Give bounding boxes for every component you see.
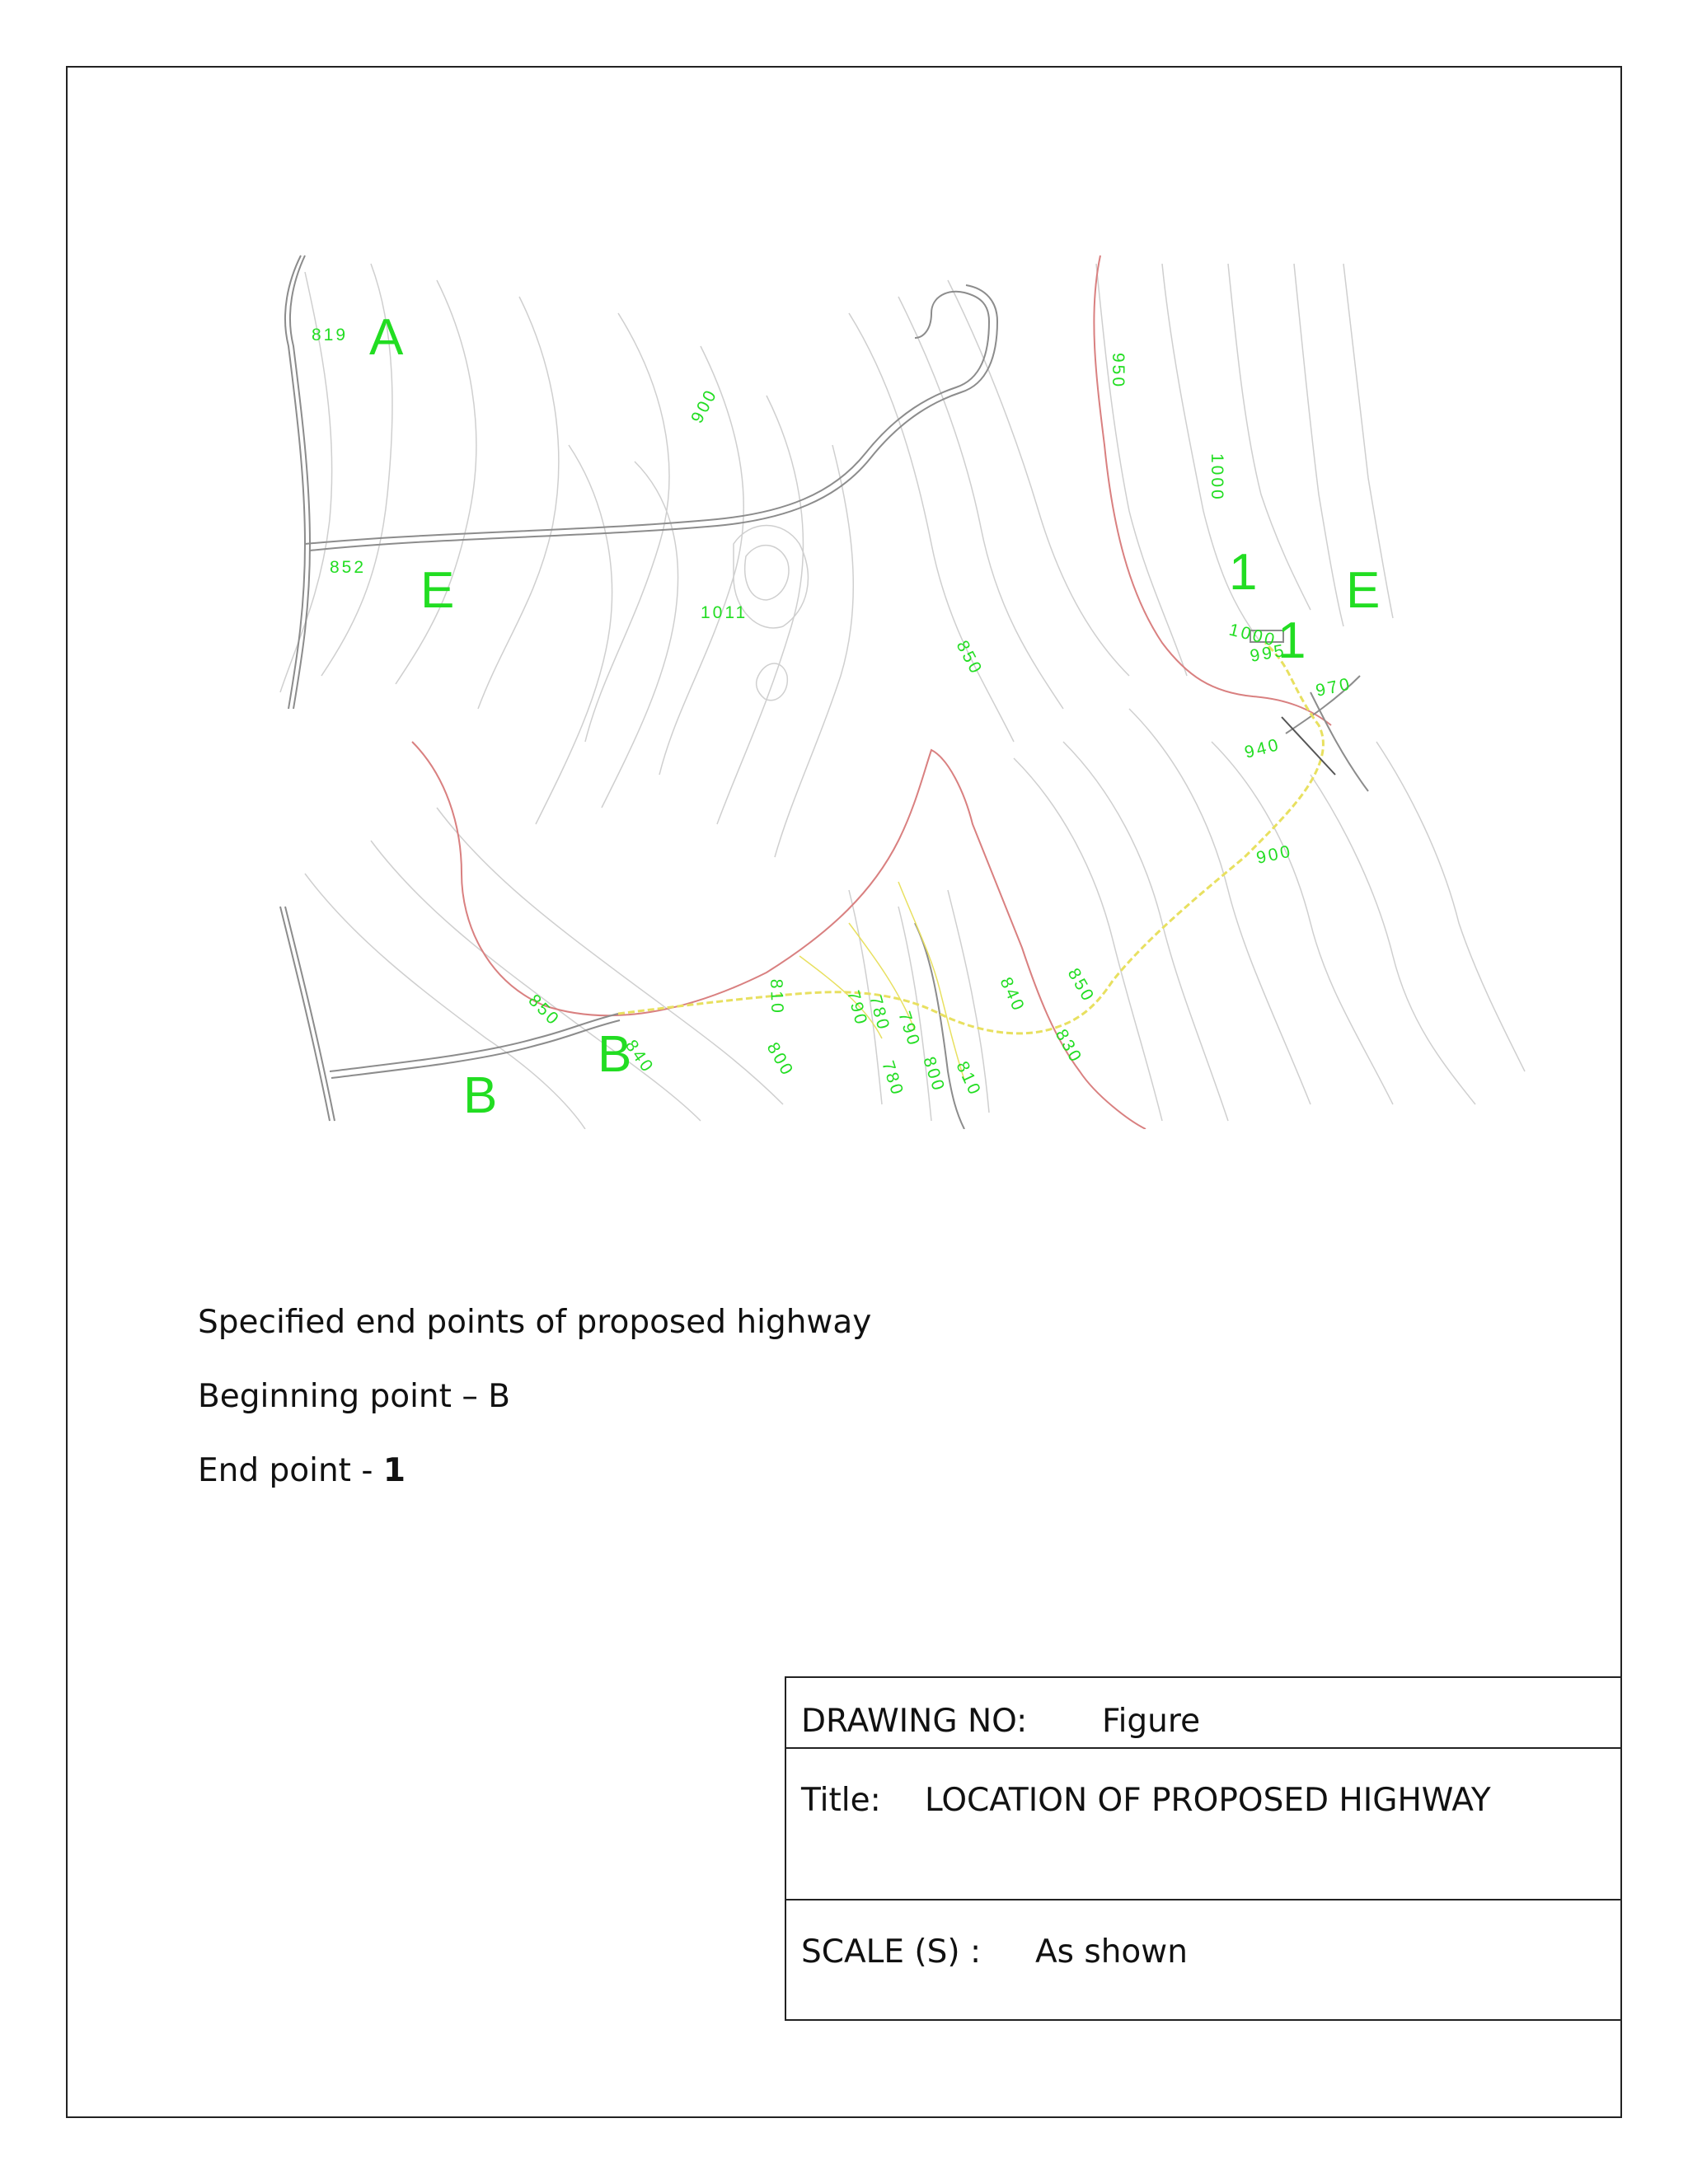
elevation-label: 780 xyxy=(865,993,893,1033)
elevation-label: 850 xyxy=(1063,965,1099,1006)
elevation-label: 850 xyxy=(952,637,987,679)
elevation-label: 790 xyxy=(843,988,871,1029)
title-row xyxy=(786,1749,1622,1900)
elevation-label: 840 xyxy=(621,1036,659,1077)
elevation-label: 800 xyxy=(762,1039,798,1080)
highway-corridor xyxy=(799,882,964,1080)
roads xyxy=(280,255,1368,1129)
elevation-label: 840 xyxy=(996,974,1029,1016)
topographic-map xyxy=(272,247,1541,1129)
title-value: LOCATION OF PROPOSED HIGHWAY xyxy=(925,1782,1491,1819)
point-label-a: A xyxy=(369,309,404,366)
elevation-label: 1000 xyxy=(1226,620,1279,651)
elevation-label: 940 xyxy=(1242,734,1282,762)
scale-label: SCALE (S) : xyxy=(801,1933,982,1971)
elevation-label: 900 xyxy=(1254,841,1295,868)
legend-beginning-point: Beginning point – B xyxy=(198,1378,510,1415)
point-label-1-upper: 1 xyxy=(1229,544,1258,601)
drawing-no-label: DRAWING NO: xyxy=(801,1703,1028,1740)
elevation-label: 800 xyxy=(919,1054,949,1095)
point-label-e-west: E xyxy=(420,562,455,619)
elevation-label: 995 xyxy=(1248,640,1288,666)
elevation-label: 1000 xyxy=(1207,453,1226,502)
legend-heading: Specified end points of proposed highway xyxy=(198,1304,872,1341)
scale-value: As shown xyxy=(1035,1933,1188,1971)
legend-end-point-label: End point - xyxy=(198,1452,383,1489)
elevation-label: 852 xyxy=(330,558,367,577)
point-label-b-start: B xyxy=(598,1026,632,1083)
legend-end-point-value: 1 xyxy=(382,1452,406,1489)
elevation-label: 970 xyxy=(1314,674,1354,701)
point-label-b-road: B xyxy=(463,1067,498,1124)
drawing-no-row xyxy=(786,1678,1622,1749)
title-label: Title: xyxy=(801,1782,881,1819)
drawing-no-value: Figure xyxy=(1102,1703,1201,1740)
elevation-label: 900 xyxy=(687,385,722,427)
elevation-label: 780 xyxy=(878,1058,907,1099)
legend-end-point xyxy=(198,1452,406,1489)
map-canvas xyxy=(272,247,1541,1129)
elevation-label: 830 xyxy=(1051,1026,1086,1067)
scale-row xyxy=(786,1900,1622,2021)
elevation-label: 850 xyxy=(524,991,564,1030)
elevation-label: 1011 xyxy=(701,603,748,622)
title-block xyxy=(785,1676,1622,2021)
point-label-e-east: E xyxy=(1346,562,1381,619)
proposed-highway xyxy=(618,640,1323,1033)
elevation-label: 950 xyxy=(1109,353,1128,390)
elevation-label: 810 xyxy=(767,978,787,1016)
elevation-label: 819 xyxy=(312,326,349,344)
point-label-1-end: 1 xyxy=(1278,612,1306,669)
contour-labels xyxy=(312,326,1353,1099)
elevation-label: 790 xyxy=(894,1009,924,1050)
elevation-label: 810 xyxy=(952,1058,985,1100)
